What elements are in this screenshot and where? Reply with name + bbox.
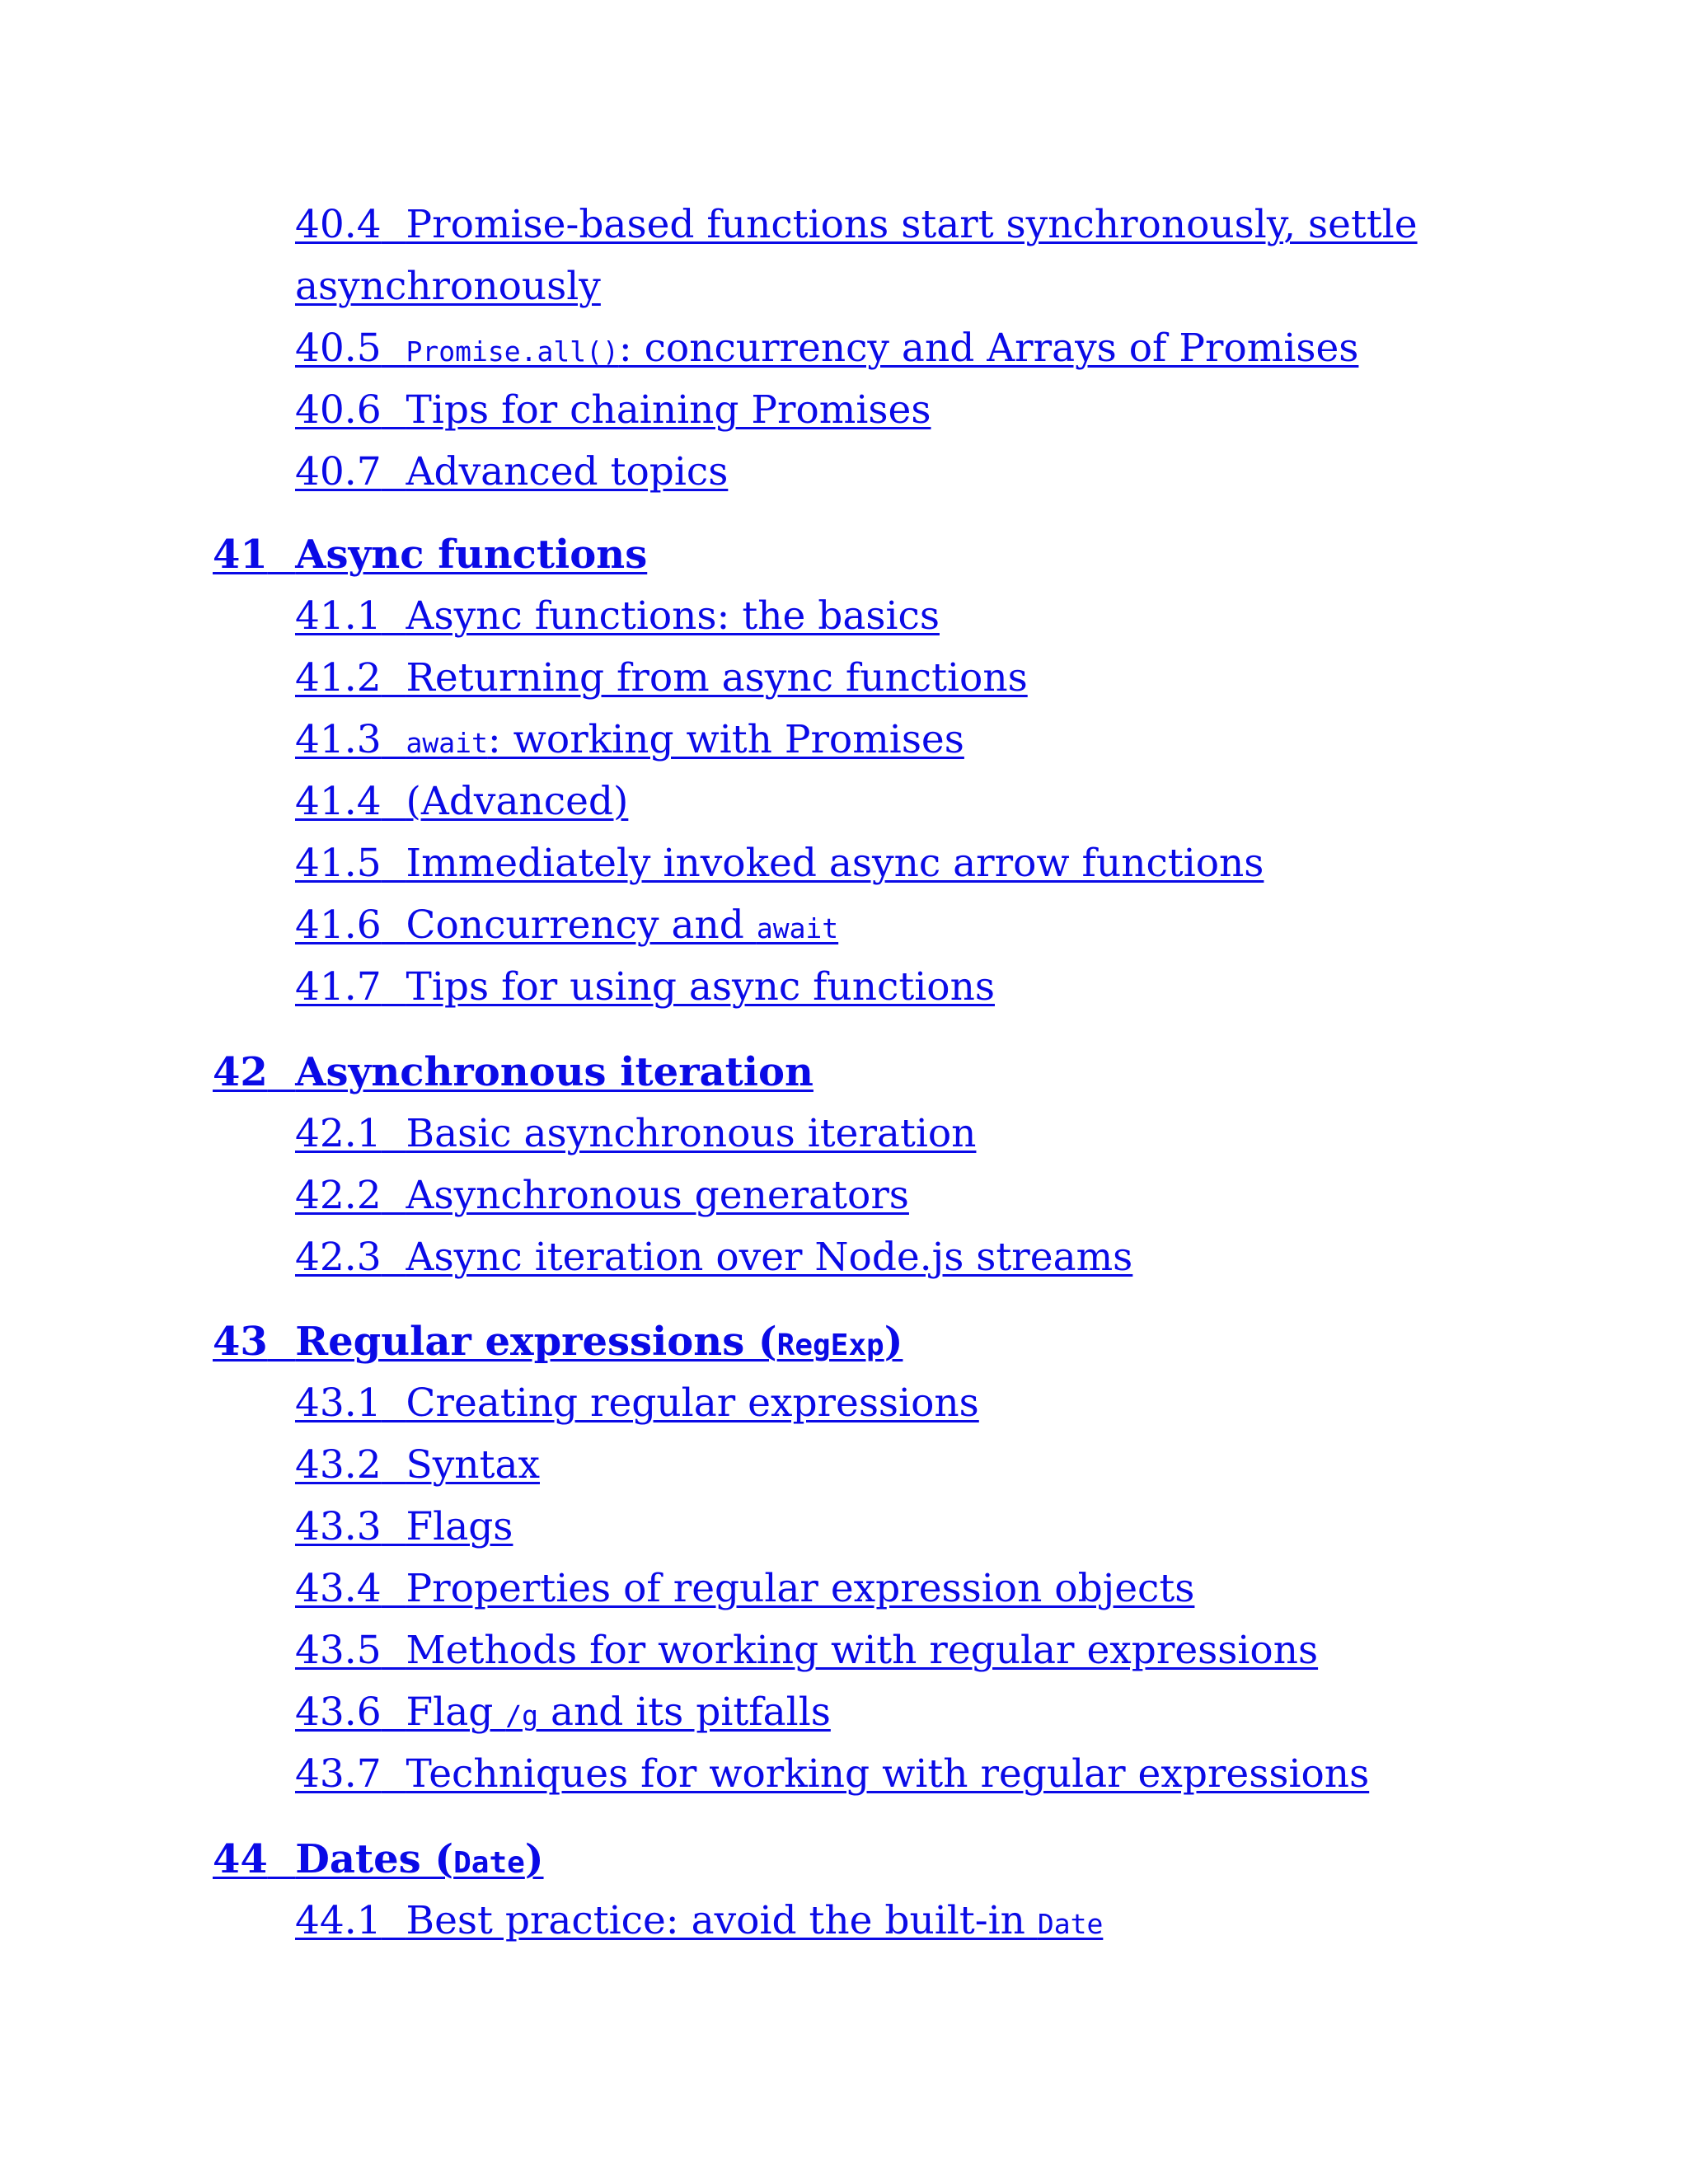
toc-entry-gap — [382, 1235, 406, 1280]
toc-entry-code: RegExp — [776, 1329, 884, 1362]
toc-chapter-link[interactable] — [213, 1319, 903, 1365]
toc-entry-title: Syntax — [406, 1442, 540, 1488]
toc-entry-code: await — [756, 912, 839, 944]
toc-entry-number: 40.5 — [295, 326, 382, 371]
toc-section-link[interactable] — [295, 1235, 1132, 1280]
toc-section-link[interactable] — [295, 1380, 979, 1426]
toc-section-link[interactable] — [295, 1898, 1103, 1943]
toc-entry-number: 43.3 — [295, 1504, 382, 1549]
toc-section-link[interactable] — [295, 1504, 513, 1549]
toc-entry-title: (Advanced) — [406, 779, 629, 824]
toc-entry-gap — [382, 1628, 406, 1673]
toc-section-link[interactable] — [295, 779, 628, 824]
toc-entry-number: 41.2 — [295, 655, 382, 701]
toc-section-link[interactable] — [295, 202, 1418, 247]
toc-entry-title: Regular expressions ( — [295, 1319, 777, 1365]
toc-entry-title: Methods for working with regular expressions — [406, 1628, 1319, 1673]
toc-entry-gap — [382, 387, 406, 433]
toc-section-link[interactable] — [295, 1751, 1369, 1797]
toc-entry-gap — [382, 593, 406, 639]
toc-chapter-link[interactable] — [213, 1836, 544, 1882]
toc-entry-title: Flag — [406, 1690, 506, 1735]
toc-section-link[interactable] — [295, 1173, 909, 1218]
toc-entry-gap — [382, 655, 406, 701]
toc-section-link[interactable] — [295, 841, 1264, 886]
toc-entry-title: Best practice: avoid the built-in — [406, 1898, 1038, 1943]
toc-entry-gap — [382, 964, 406, 1010]
toc-entry-gap — [382, 449, 406, 494]
toc-entry-title: : working with Promises — [487, 717, 964, 762]
toc-section-link[interactable] — [295, 1628, 1318, 1673]
toc-entry-title: Dates ( — [295, 1836, 454, 1882]
toc-entry-title: Properties of regular expression objects — [406, 1566, 1195, 1611]
toc-entry-number: 41.6 — [295, 902, 382, 948]
toc-entry-gap — [382, 1566, 406, 1611]
toc-entry-number: 41.5 — [295, 841, 382, 886]
toc-entry-title: : concurrency and Arrays of Promises — [618, 326, 1359, 371]
toc-chapter-link[interactable] — [213, 1049, 814, 1095]
toc-section-link[interactable] — [295, 655, 1028, 701]
toc-entry-number: 43.1 — [295, 1380, 382, 1426]
toc-section-link[interactable] — [295, 387, 931, 433]
toc-entry-title: Basic asynchronous iteration — [406, 1111, 977, 1156]
toc-entry-gap — [268, 1836, 295, 1882]
toc-entry-gap — [382, 1898, 406, 1943]
toc-section-link[interactable] — [295, 902, 838, 948]
toc-section-link[interactable] — [295, 717, 964, 762]
toc-entry-gap — [382, 841, 406, 886]
toc-entry-number: 41.4 — [295, 779, 382, 824]
toc-entry-gap — [382, 202, 406, 247]
toc-chapter-link[interactable] — [213, 532, 647, 578]
toc-entry-number: 43.5 — [295, 1628, 382, 1673]
toc-section-link[interactable] — [295, 1442, 540, 1488]
toc-entry-gap — [382, 1380, 406, 1426]
toc-entry-gap — [382, 902, 406, 948]
toc-entry-number: 41.3 — [295, 717, 382, 762]
toc-entry-number: 43.6 — [295, 1690, 382, 1735]
toc-entry-title: Returning from async functions — [406, 655, 1028, 701]
toc-entry-title: Tips for using async functions — [406, 964, 995, 1010]
toc-entry-title: Immediately invoked async arrow functions — [406, 841, 1264, 886]
toc-entry-number: 41.7 — [295, 964, 382, 1010]
toc-section-link[interactable] — [295, 449, 728, 494]
toc-entry-gap — [268, 532, 295, 578]
toc-section-link[interactable] — [295, 593, 940, 639]
toc-entry-code: await — [406, 727, 488, 759]
toc-entry-code: Date — [1037, 1908, 1104, 1940]
toc-entry-title: Advanced topics — [406, 449, 729, 494]
toc-entry-gap — [382, 1751, 406, 1797]
toc-entry-number: 41.1 — [295, 593, 382, 639]
toc-entry-gap — [268, 1049, 295, 1095]
toc-entry-gap — [382, 1173, 406, 1218]
toc-entry-title: Promise-based functions start synchronously, settle — [406, 202, 1418, 247]
toc-section-link[interactable] — [295, 1111, 976, 1156]
toc-entry-gap — [382, 1504, 406, 1549]
toc-entry-gap — [268, 1319, 295, 1365]
toc-entry-gap — [382, 1111, 406, 1156]
toc-entry-number: 41 — [213, 532, 268, 578]
toc-section-link[interactable] — [295, 964, 995, 1010]
toc-section-link-continuation[interactable] — [295, 264, 601, 309]
toc-entry-title: Async functions — [295, 532, 648, 578]
toc-entry-code: Date — [453, 1846, 525, 1880]
toc-entry-number: 42.2 — [295, 1173, 382, 1218]
toc-entry-gap — [382, 779, 406, 824]
toc-entry-title: asynchronously — [295, 264, 601, 309]
toc-entry-title: Async iteration over Node.js streams — [406, 1235, 1133, 1280]
toc-entry-title: Flags — [406, 1504, 513, 1549]
toc-entry-title: Asynchronous iteration — [295, 1049, 814, 1095]
toc-entry-number: 40.4 — [295, 202, 382, 247]
toc-entry-number: 42.1 — [295, 1111, 382, 1156]
toc-entry-number: 43 — [213, 1319, 268, 1365]
toc-entry-number: 40.6 — [295, 387, 382, 433]
toc-entry-gap — [382, 1442, 406, 1488]
toc-entry-title: Concurrency and — [406, 902, 757, 948]
toc-entry-title: Techniques for working with regular expressions — [406, 1751, 1370, 1797]
toc-entry-title: and its pitfalls — [538, 1690, 831, 1735]
toc-entry-title: Creating regular expressions — [406, 1380, 979, 1426]
toc-section-link[interactable] — [295, 1566, 1194, 1611]
toc-entry-title: Tips for chaining Promises — [406, 387, 931, 433]
toc-entry-number: 44.1 — [295, 1898, 382, 1943]
toc-entry-title: Async functions: the basics — [406, 593, 940, 639]
toc-entry-number: 43.4 — [295, 1566, 382, 1611]
toc-entry-number: 43.2 — [295, 1442, 382, 1488]
toc-entry-code: /g — [505, 1699, 538, 1732]
toc-section-link[interactable] — [295, 326, 1358, 371]
toc-entry-gap — [382, 1690, 406, 1735]
toc-entry-number: 43.7 — [295, 1751, 382, 1797]
toc-entry-code: Promise.all() — [406, 335, 619, 368]
toc-entry-number: 44 — [213, 1836, 268, 1882]
toc-section-link[interactable] — [295, 1690, 831, 1735]
toc-entry-number: 40.7 — [295, 449, 382, 494]
toc-entry-gap — [382, 717, 406, 762]
toc-entry-title: ) — [884, 1319, 903, 1365]
toc-entry-title: Asynchronous generators — [406, 1173, 909, 1218]
toc-entry-title: ) — [524, 1836, 544, 1882]
toc-entry-gap — [382, 326, 406, 371]
toc-entry-number: 42.3 — [295, 1235, 382, 1280]
toc-entry-number: 42 — [213, 1049, 268, 1095]
